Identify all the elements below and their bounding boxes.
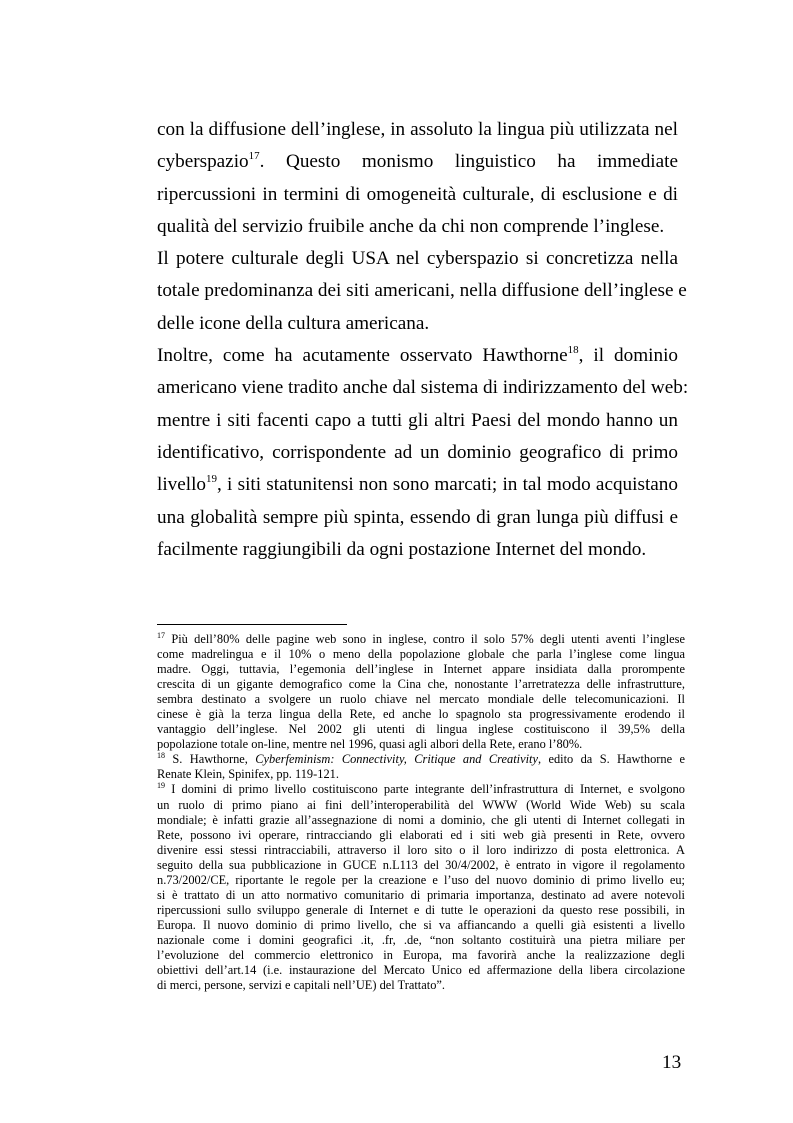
page-number: 13 bbox=[662, 1052, 682, 1073]
paragraph bbox=[157, 340, 689, 566]
footnote-line bbox=[157, 677, 685, 692]
footnote-text: Rete, possono ivi operare, rintracciando gli elaborati ed i siti web già presenti in Rete, ovvero bbox=[157, 827, 685, 842]
text-line: qualità del servizio fruibile anche da chi non comprende l’inglese. bbox=[157, 215, 665, 237]
text-line: delle icone della cultura americana. bbox=[157, 312, 430, 334]
footnote-text: vantaggio dell’inglese. Nel 2002 gli utenti di lingua inglese costituiscono il 39,5% della bbox=[157, 722, 685, 737]
text-segment: livello bbox=[157, 474, 207, 496]
footnote-text: un ruolo di primo piano ai fini dell’interoperabilità del WWW (World Wide Web) su scala bbox=[157, 797, 685, 812]
footnote-line bbox=[157, 782, 685, 797]
footnote-text: seguito della sua pubblicazione in GUCE n.L113 del 30/4/2002, è entrato in vigore il regolamento bbox=[157, 857, 685, 872]
footnote-text: l’evoluzione del commercio elettronico in Europa, ma favorirà anche la realizzazione degli bbox=[157, 947, 685, 962]
text-line bbox=[157, 469, 678, 501]
footnote-line bbox=[157, 933, 685, 948]
text-line bbox=[157, 146, 678, 178]
footnote-line bbox=[157, 692, 685, 707]
footnote-line bbox=[157, 903, 685, 918]
text-line: mentre i siti facenti capo a tutti gli altri Paesi del mondo hanno un bbox=[157, 409, 678, 431]
footnote-line bbox=[157, 647, 685, 662]
footnote-line bbox=[157, 828, 685, 843]
footnote-text: si è trattato di un atto normativo comunitario di primaria importanza, destinato ad avere notevoli bbox=[157, 887, 685, 902]
footnote-line bbox=[157, 722, 685, 737]
footnote-title-italic: Cyberfeminism: Connectivity, Critique and Creativity bbox=[255, 752, 538, 767]
footnote-ref: 19 bbox=[206, 473, 218, 486]
footnote-text: crescita di un gigante demografico come la Cina che, nonostante l’arretratezza delle infrastrutture, bbox=[157, 677, 685, 692]
footnote-ref: 18 bbox=[567, 343, 579, 356]
footnote-text: Renate Klein, Spinifex, pp. 119-121. bbox=[157, 767, 339, 782]
footnote-line bbox=[157, 752, 685, 767]
footnote-text: n.73/2002/CE, riportante le regole per la creazione e l’uso del nuovo dominio di primo livello eu; bbox=[157, 872, 685, 887]
footnote-text: cinese è già la terza lingua della Rete, ed anche lo spagnolo sta progressivamente erodendo il bbox=[157, 707, 685, 722]
footnote-text: divenire essi stessi rintracciabili, attraverso il loro sito o il loro indirizzo di posta elettronica. A bbox=[157, 842, 685, 857]
text-line: americano viene tradito anche dal sistema di indirizzamento del web: bbox=[157, 377, 689, 399]
footnote-text: obiettivi dell’art.14 (i.e. instaurazione del Mercato Unico ed affermazione della libera circolazione bbox=[157, 963, 685, 978]
text-segment: . Questo monismo linguistico ha immediate bbox=[259, 151, 678, 173]
footnote-text: Europa. Il nuovo dominio di primo livello, che si va affiancando a quelli già esistenti a livello bbox=[157, 917, 685, 932]
text-line: Il potere culturale degli USA nel cyberspazio si concretizza nella bbox=[157, 248, 678, 270]
footnote-17 bbox=[157, 632, 685, 752]
footnote-line bbox=[157, 963, 685, 978]
footnote-line bbox=[157, 978, 685, 993]
footnote-line bbox=[157, 707, 685, 722]
footnote-line bbox=[157, 798, 685, 813]
body-text bbox=[157, 114, 689, 566]
footnote-line bbox=[157, 858, 685, 873]
text-line: totale predominanza dei siti americani, nella diffusione dell’inglese e bbox=[157, 280, 687, 302]
footnote-line bbox=[157, 918, 685, 933]
footnote-text: popolazione totale on-line, mentre nel 1996, quasi agli albori della Rete, erano l’80%. bbox=[157, 737, 583, 752]
text-line bbox=[157, 340, 678, 372]
footnote-number: 18 bbox=[157, 751, 165, 761]
footnote-19 bbox=[157, 782, 685, 993]
footnote-text: Più dell’80% delle pagine web sono in inglese, contro il solo 57% degli utenti aventi l’inglese bbox=[171, 632, 685, 646]
footnote-line bbox=[157, 873, 685, 888]
footnote-line bbox=[157, 662, 685, 677]
text-segment: , il dominio bbox=[578, 345, 678, 367]
footnote-line bbox=[157, 948, 685, 963]
footnote-text: , edito da S. Hawthorne e bbox=[537, 752, 685, 767]
paragraph bbox=[157, 114, 678, 243]
text-line: con la diffusione dell’inglese, in assoluto la lingua più utilizzata nel bbox=[157, 119, 678, 140]
footnote-18 bbox=[157, 752, 685, 782]
paragraph bbox=[157, 243, 687, 340]
text-segment: cyberspazio bbox=[157, 151, 249, 173]
footnote-text: ripercussioni sullo sviluppo generale di Internet e di tutte le operazioni da questo rese possibili, in bbox=[157, 902, 685, 917]
footnote-text: di merci, persone, servizi e capitali nell’UE) del Trattato”. bbox=[157, 978, 445, 993]
footnote-text: madre. Oggi, tuttavia, l’egemonia dell’inglese in Internet appare insidiata dalla prorompente bbox=[157, 662, 685, 677]
text-line: una globalità sempre più spinta, essendo di gran lunga più diffusi e bbox=[157, 506, 678, 528]
text-segment: Inoltre, come ha acutamente osservato Hawthorne bbox=[157, 345, 568, 367]
text-segment: , i siti statunitensi non sono marcati; in tal modo acquistano bbox=[217, 474, 678, 496]
footnote-line bbox=[157, 813, 685, 828]
footnote-text: I domini di primo livello costituiscono parte integrante dell’infrastruttura di Internet, e svolgono bbox=[171, 782, 685, 797]
footnotes bbox=[157, 632, 685, 993]
footnote-text: S. Hawthorne, bbox=[172, 752, 256, 767]
text-line: facilmente raggiungibili da ogni postazione Internet del mondo. bbox=[157, 538, 647, 560]
footnote-number: 19 bbox=[157, 781, 165, 791]
footnote-separator bbox=[157, 624, 347, 625]
footnote-text: mondiale; è infatti grazie all’assegnazione di nomi a dominio, che gli utenti di Internet collegati in bbox=[157, 812, 685, 827]
footnote-text: nazionale come i domini geografici .it, .fr, .de, “non soltanto costituirà una pietra miliare per bbox=[157, 932, 685, 947]
footnote-line bbox=[157, 737, 685, 752]
footnote-ref: 17 bbox=[248, 150, 260, 163]
footnote-number: 17 bbox=[157, 631, 165, 641]
footnote-text: come madrelingua e il 10% o meno della popolazione globale che parla l’inglese come lingua bbox=[157, 647, 685, 662]
footnote-line bbox=[157, 632, 685, 647]
footnote-line bbox=[157, 843, 685, 858]
footnote-text: sembra destinato a svolgere un ruolo chiave nel mercato mondiale delle telecomunicazioni. Il bbox=[157, 692, 685, 707]
footnote-line bbox=[157, 767, 685, 782]
footnote-line bbox=[157, 888, 685, 903]
text-line: ripercussioni in termini di omogeneità culturale, di esclusione e di bbox=[157, 183, 678, 205]
text-line: identificativo, corrispondente ad un dominio geografico di primo bbox=[157, 441, 678, 463]
